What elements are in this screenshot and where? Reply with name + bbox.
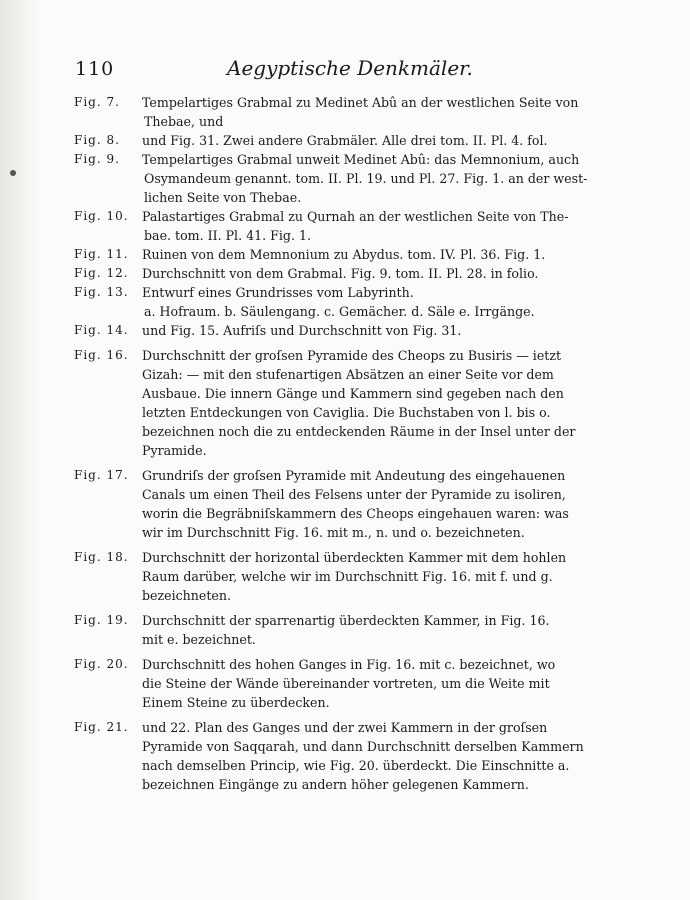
figure-description bbox=[142, 321, 594, 340]
figure-entry bbox=[74, 207, 594, 245]
figure-entry bbox=[74, 131, 594, 150]
description-line: bae. tom. II. Pl. 41. Fig. 1. bbox=[144, 228, 311, 243]
description-line: Osymandeum genannt. tom. II. Pl. 19. und Pl. 27. Fig. 1. an der west- bbox=[144, 171, 588, 186]
description-line: Durchschnitt der sparrenartig überdeckten Kammer, in Fig. 16. bbox=[142, 613, 550, 628]
figure-description bbox=[142, 655, 594, 712]
description-line: Einem Steine zu überdecken. bbox=[142, 695, 330, 710]
running-title: Aegyptische Denkmäler. bbox=[227, 56, 473, 80]
description-line: Gizah: — mit den stufenartigen Absätzen an einer Seite vor dem bbox=[142, 367, 554, 382]
description-line: Ausbaue. Die innern Gänge und Kammern sind gegeben nach den bbox=[142, 386, 564, 401]
page-header bbox=[75, 56, 595, 86]
figure-label: Fig. 14. bbox=[74, 323, 129, 337]
description-line: mit e. bezeichnet. bbox=[142, 632, 256, 647]
figure-description bbox=[142, 131, 594, 150]
description-line: Raum darüber, welche wir im Durchschnitt Fig. 16. mit f. und g. bbox=[142, 569, 553, 584]
description-line: Durchschnitt von dem Grabmal. Fig. 9. tom. II. Pl. 28. in folio. bbox=[142, 266, 539, 281]
figure-label: Fig. 13. bbox=[74, 285, 129, 299]
figure-label: Fig. 20. bbox=[74, 657, 129, 671]
figure-description bbox=[142, 207, 594, 245]
figure-list bbox=[74, 93, 594, 794]
figure-description bbox=[142, 150, 594, 207]
description-line: bezeichneten. bbox=[142, 588, 231, 603]
legend-line: a. Hofraum. b. Säulengang. c. Gemächer. d. Säle e. Irrgänge. bbox=[144, 304, 535, 319]
figure-entry bbox=[74, 466, 594, 542]
figure-label: Fig. 12. bbox=[74, 266, 129, 280]
description-line: bezeichnen Eingänge zu andern höher gelegenen Kammern. bbox=[142, 777, 529, 792]
description-line: lichen Seite von Thebae. bbox=[144, 190, 302, 205]
description-line: Canals um einen Theil des Felsens unter der Pyramide zu isoliren, bbox=[142, 487, 566, 502]
figure-entry bbox=[74, 611, 594, 649]
description-line: nach demselben Princip, wie Fig. 20. überdeckt. Die Einschnitte a. bbox=[142, 758, 570, 773]
figure-entry bbox=[74, 150, 594, 207]
description-line: Thebae, und bbox=[144, 114, 224, 129]
description-line: Ruinen von dem Memnonium zu Abydus. tom. IV. Pl. 36. Fig. 1. bbox=[142, 247, 546, 262]
figure-label: Fig. 9. bbox=[74, 152, 120, 166]
description-line: wir im Durchschnitt Fig. 16. mit m., n. und o. bezeichneten. bbox=[142, 525, 525, 540]
description-line: und Fig. 15. Aufriſs und Durchschnitt von Fig. 31. bbox=[142, 323, 462, 338]
figure-label: Fig. 8. bbox=[74, 133, 120, 147]
description-line: und Fig. 31. Zwei andere Grabmäler. Alle drei tom. II. Pl. 4. fol. bbox=[142, 133, 548, 148]
figure-label: Fig. 11. bbox=[74, 247, 129, 261]
figure-description bbox=[142, 245, 594, 264]
figure-entry bbox=[74, 245, 594, 264]
page-number: 110 bbox=[75, 58, 115, 80]
figure-label: Fig. 21. bbox=[74, 720, 129, 734]
figure-description bbox=[142, 264, 594, 283]
figure-entry bbox=[74, 548, 594, 605]
figure-entry bbox=[74, 718, 594, 794]
figure-description bbox=[142, 718, 594, 794]
description-line: Entwurf eines Grundrisses vom Labyrinth. bbox=[142, 285, 414, 300]
figure-label: Fig. 19. bbox=[74, 613, 129, 627]
figure-description bbox=[142, 346, 594, 460]
figure-label: Fig. 10. bbox=[74, 209, 129, 223]
description-line: die Steine der Wände übereinander vortreten, um die Weite mit bbox=[142, 676, 550, 691]
figure-entry bbox=[74, 283, 594, 321]
figure-label: Fig. 7. bbox=[74, 95, 120, 109]
description-line: Pyramide. bbox=[142, 443, 207, 458]
figure-entry bbox=[74, 321, 594, 340]
description-line: Durchschnitt der horizontal überdeckten Kammer mit dem hohlen bbox=[142, 550, 567, 565]
description-line: Pyramide von Saqqarah, und dann Durchschnitt derselben Kammern bbox=[142, 739, 584, 754]
figure-label: Fig. 18. bbox=[74, 550, 129, 564]
description-line: letzten Entdeckungen von Caviglia. Die Buchstaben von l. bis o. bbox=[142, 405, 551, 420]
description-line: Durchschnitt des hohen Ganges in Fig. 16. mit c. bezeichnet, wo bbox=[142, 657, 556, 672]
figure-label: Fig. 17. bbox=[74, 468, 129, 482]
figure-label: Fig. 16. bbox=[74, 348, 129, 362]
figure-description bbox=[142, 611, 594, 649]
figure-description bbox=[142, 283, 594, 321]
margin-mark bbox=[10, 170, 16, 176]
figure-entry bbox=[74, 346, 594, 460]
description-line: Grundriſs der groſsen Pyramide mit Andeutung des eingehauenen bbox=[142, 468, 566, 483]
figure-entry bbox=[74, 93, 594, 131]
description-line: und 22. Plan des Ganges und der zwei Kammern in der groſsen bbox=[142, 720, 548, 735]
description-line: worin die Begräbniſskammern des Cheops eingehauen waren: was bbox=[142, 506, 569, 521]
description-line: Palastartiges Grabmal zu Qurnah an der westlichen Seite von The- bbox=[142, 209, 569, 224]
description-line: Tempelartiges Grabmal zu Medinet Abû an der westlichen Seite von bbox=[142, 95, 579, 110]
description-line: Durchschnitt der groſsen Pyramide des Cheops zu Busiris — ietzt bbox=[142, 348, 562, 363]
description-line: bezeichnen noch die zu entdeckenden Räume in der Insel unter der bbox=[142, 424, 576, 439]
figure-description bbox=[142, 548, 594, 605]
figure-description bbox=[142, 93, 594, 131]
figure-entry bbox=[74, 264, 594, 283]
figure-entry bbox=[74, 655, 594, 712]
description-line: Tempelartiges Grabmal unweit Medinet Abû: das Memnonium, auch bbox=[142, 152, 580, 167]
figure-description bbox=[142, 466, 594, 542]
